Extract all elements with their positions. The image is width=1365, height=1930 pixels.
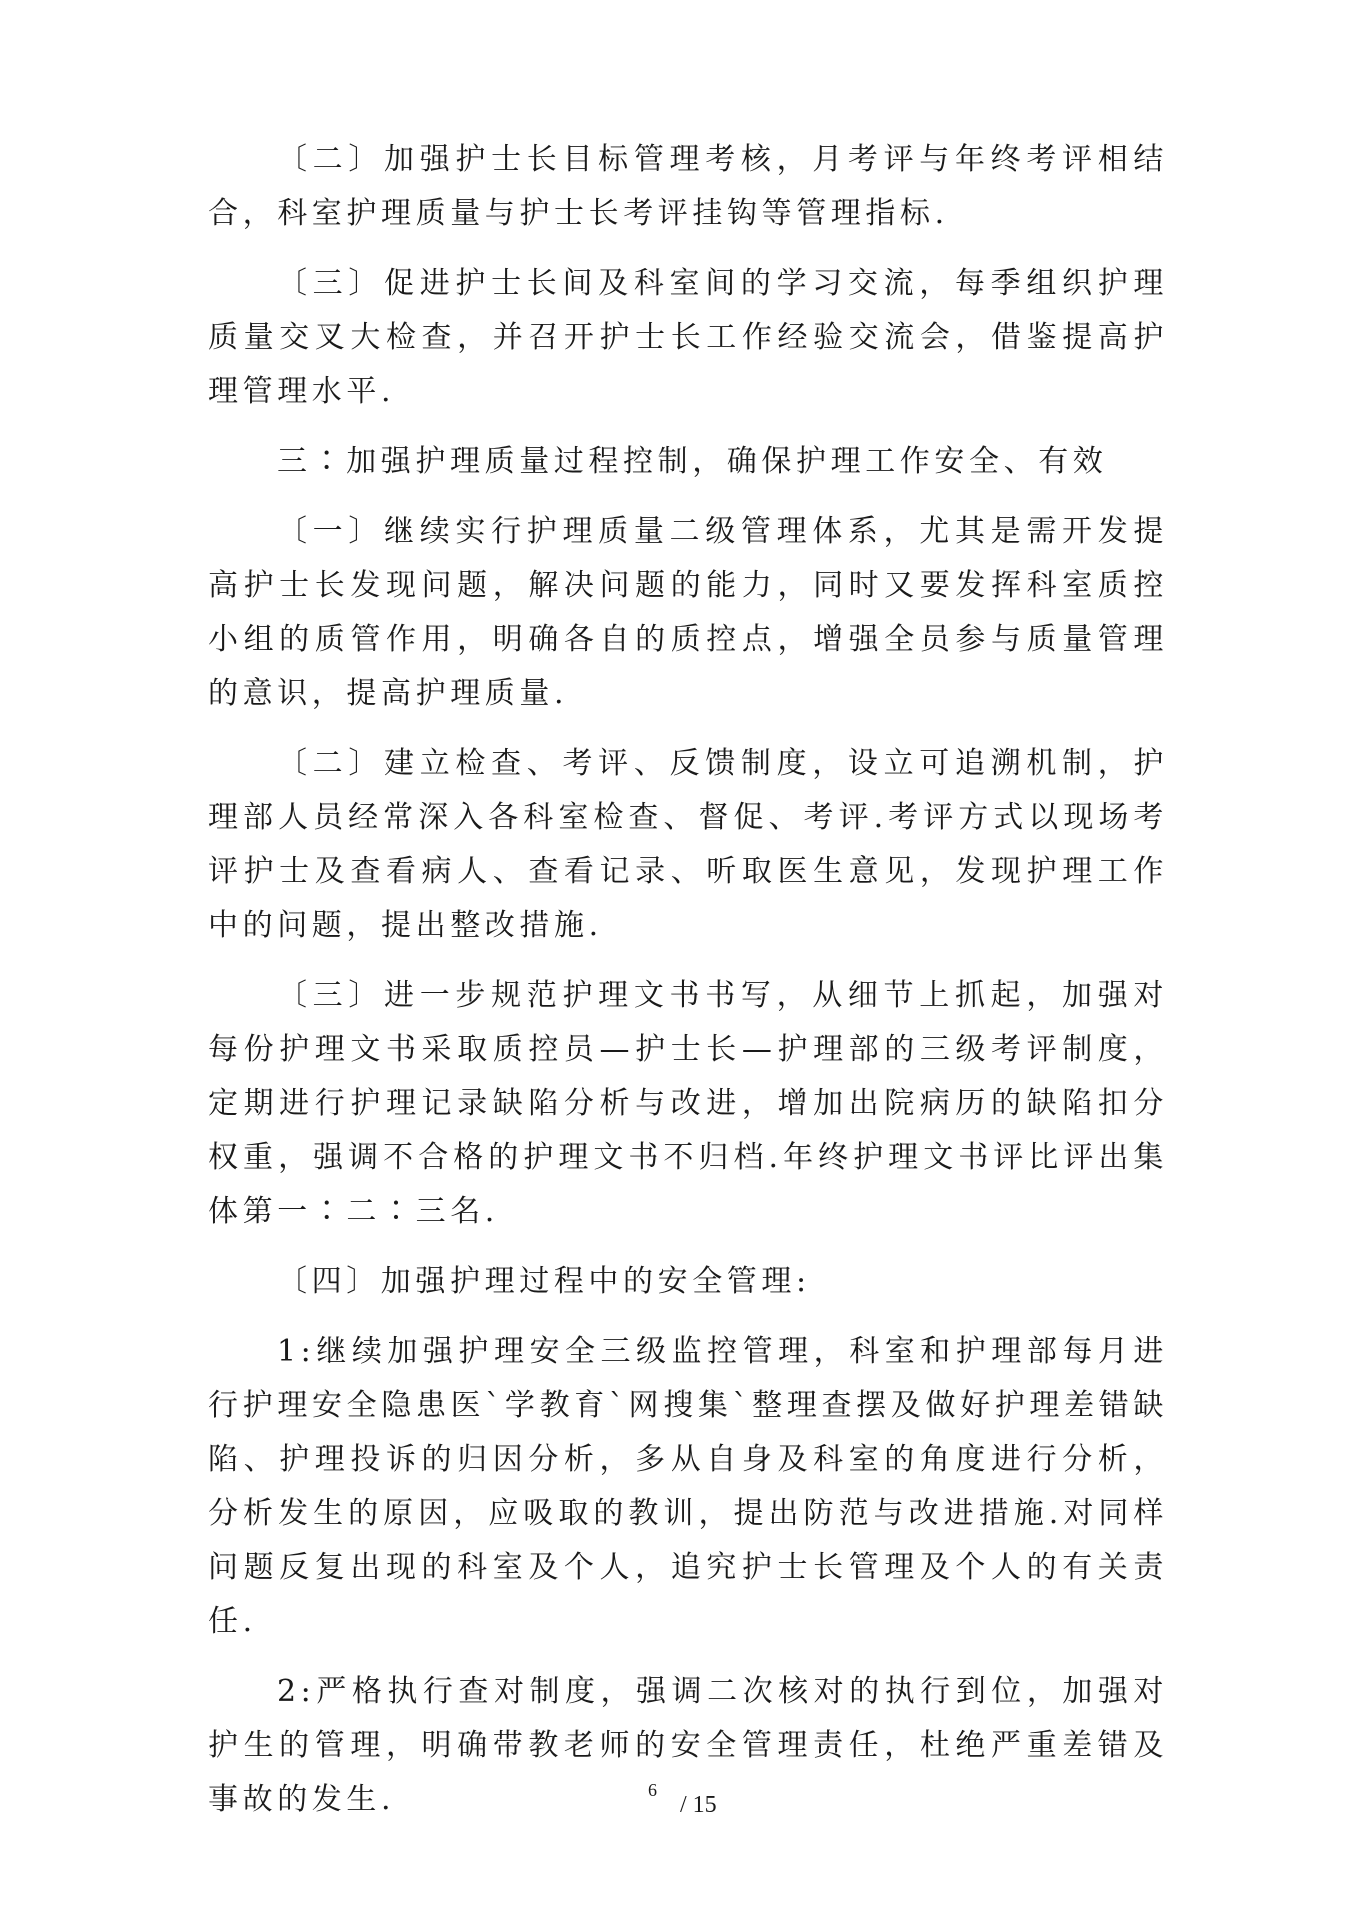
document-body xyxy=(208,133,1168,1843)
paragraph-3-4-1: 1:继续加强护理安全三级监控管理，科室和护理部每月进行护理安全隐患医`学教育`网搜集`整理查摆及做好护理差错缺陷、护理投诉的归因分析，多从自身及科室的角度进行分析，分析发生的原因，应吸取的教训，提出防范与改进措施.对同样问题反复出现的科室及个人，追究护士长管理及个人的有关责任. xyxy=(208,1334,1168,1639)
paragraph-3-1: 〔一〕继续实行护理质量二级管理体系，尤其是需开发提高护士长发现问题，解决问题的能力，同时又要发挥科室质控小组的质管作用，明确各自的质控点，增强全员参与质量管理的意识，提高护理质量. xyxy=(208,514,1168,711)
paragraph-2-2: 〔二〕加强护士长目标管理考核，月考评与年终考评相结合，科室护理质量与护士长考评挂钩等管理指标. xyxy=(208,142,1168,231)
page-number: 6 xyxy=(648,1780,657,1800)
paragraph-3-4-2: 2:严格执行查对制度，强调二次核对的执行到位，加强对护生的管理，明确带教老师的安全管理责任，杜绝严重差错及事故的发生. xyxy=(208,1674,1168,1817)
paragraph-3-4: 〔四〕加强护理过程中的安全管理: xyxy=(277,1264,811,1299)
paragraph-3-3: 〔三〕进一步规范护理文书书写，从细节上抓起，加强对每份护理文书采取质控员—护士长—护理部的三级考评制度，定期进行护理记录缺陷分析与改进，增加出院病历的缺陷扣分权重，强调不合格的护理文书不归档.年终护理文书评比评出集体第一∶二∶三名. xyxy=(208,978,1168,1229)
paragraph-3-2: 〔二〕建立检查、考评、反馈制度，设立可追溯机制，护理部人员经常深入各科室检查、督促、考评.考评方式以现场考评护士及查看病人、查看记录、听取医生意见，发现护理工作中的问题，提出整改措施. xyxy=(208,746,1168,943)
section-heading-3: 三∶加强护理质量过程控制，确保护理工作安全、有效 xyxy=(277,444,1108,479)
page-total: / 15 xyxy=(680,1792,717,1818)
paragraph-2-3: 〔三〕促进护士长间及科室间的学习交流，每季组织护理质量交叉大检查，并召开护士长工作经验交流会，借鉴提高护理管理水平. xyxy=(208,266,1168,409)
